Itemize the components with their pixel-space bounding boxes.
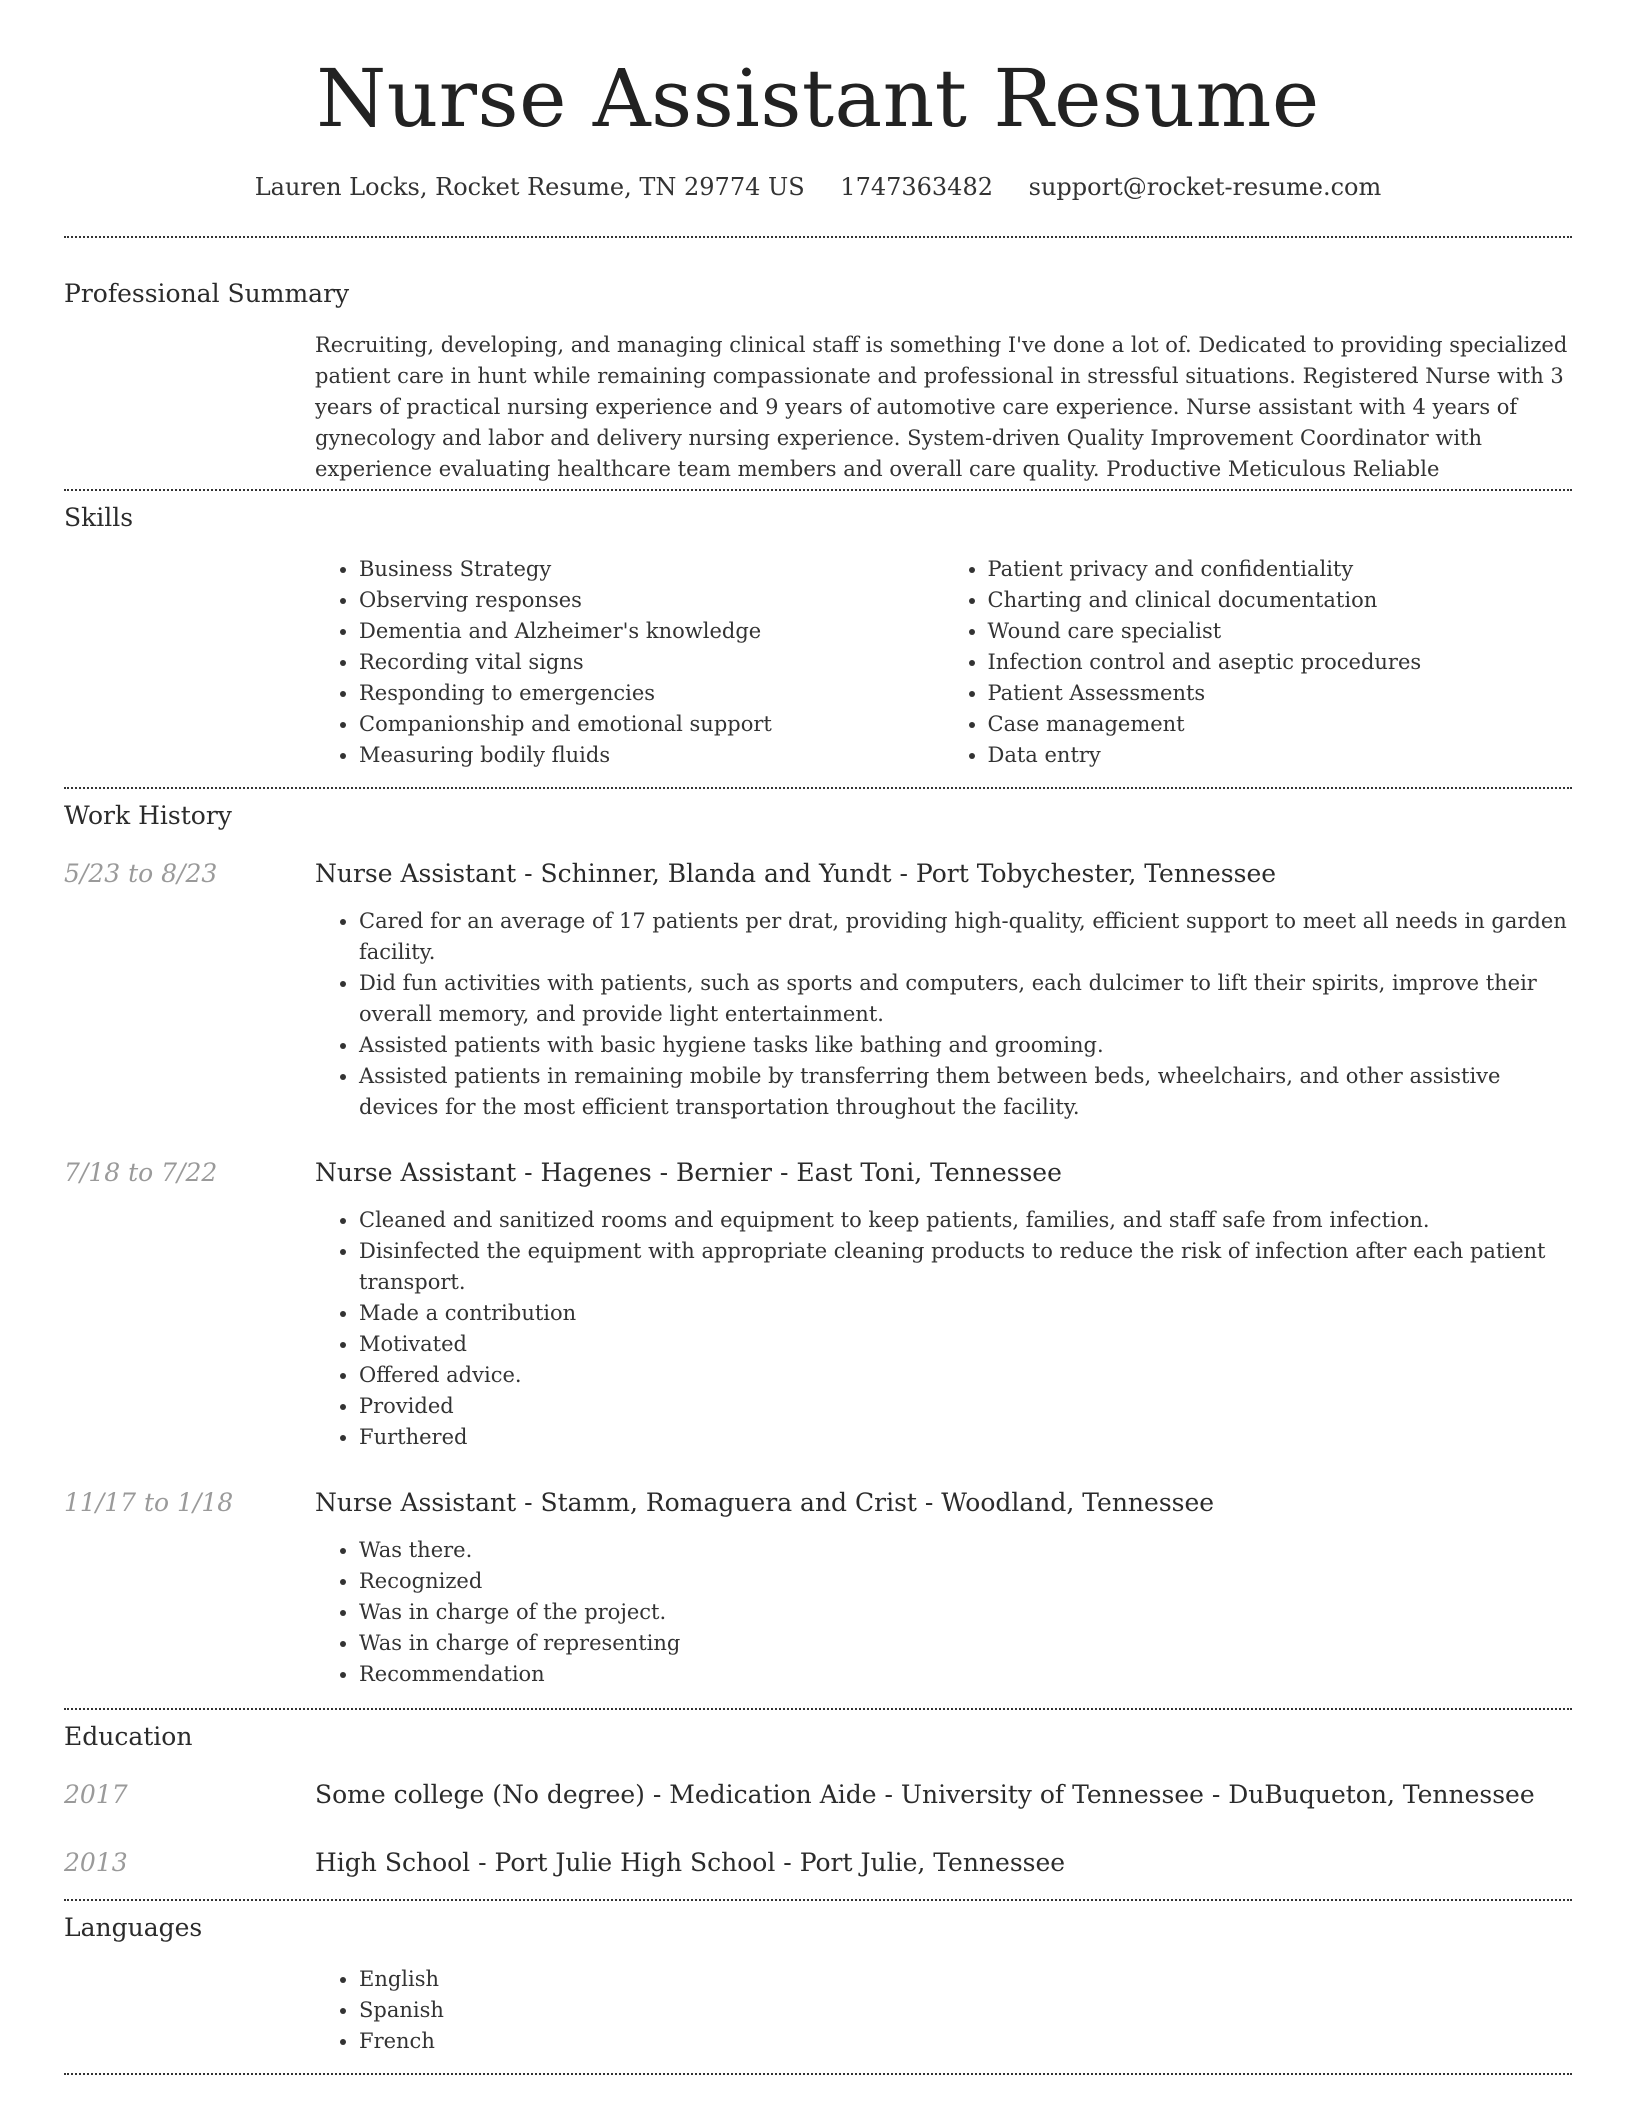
summary-section <box>64 278 1572 485</box>
job-bullet: • Made a contribution <box>359 1298 1572 1329</box>
job-bullet: • Disinfected the equipment with appropriate cleaning products to reduce the risk of infection after each patient transport. <box>359 1236 1572 1298</box>
section-title-languages: Languages <box>64 1913 203 1942</box>
summary-text: Recruiting, developing, and managing clinical staff is something I've done a lot of. Dedicated to providing specialized patient care in hunt while remaining compassionate and professional in stressful situations. Registered Nurse with 3 years of practical nursing experience and 9 years of automotive care experience. Nurse assistant with 4 years of gynecology and labor and delivery nursing experience. System-driven Quality Improvement Coordinator with experience evaluating healthcare team members and overall care quality. Productive Meticulous Reliable <box>315 333 1568 481</box>
skill-item: • Observing responses <box>359 585 944 616</box>
skill-item: • Charting and clinical documentation <box>988 585 1573 616</box>
job-bullet: • Cared for an average of 17 patients per drat, providing high-quality, efficient support to meet all needs in garden facility. <box>359 906 1572 968</box>
job-header <box>64 1487 1572 1519</box>
section-title-skills: Skills <box>64 503 134 532</box>
contact-email[interactable]: support@rocket-resume.com <box>1028 173 1382 201</box>
job-bullet: • Provided <box>359 1391 1572 1422</box>
job-bullet: • Assisted patients with basic hygiene tasks like bathing and grooming. <box>359 1030 1572 1061</box>
job-bullets <box>315 1535 1572 1690</box>
language-item: • French <box>359 2026 1572 2057</box>
section-divider <box>64 2073 1572 2075</box>
skill-item: • Patient Assessments <box>988 678 1573 709</box>
section-title-summary: Professional Summary <box>64 279 350 308</box>
section-divider <box>64 1708 1572 1710</box>
job-header <box>64 858 1572 890</box>
education-year: 2013 <box>64 1848 128 1877</box>
job-bullets <box>315 1205 1572 1453</box>
skills-list <box>315 554 1572 771</box>
job-heading: Nurse Assistant - Stamm, Romaguera and Crist - Woodland, Tennessee <box>315 1488 1215 1517</box>
job-entry <box>64 1157 1572 1453</box>
section-divider <box>64 489 1572 491</box>
work-history-section <box>64 800 1572 1690</box>
skill-item: • Case management <box>988 709 1573 740</box>
skill-item: • Data entry <box>988 740 1573 771</box>
job-bullet: • Was in charge of representing <box>359 1628 1572 1659</box>
resume-page <box>64 0 1572 2075</box>
section-title-work-history: Work History <box>64 801 232 830</box>
section-divider <box>64 1899 1572 1901</box>
skill-item: • Dementia and Alzheimer's knowledge <box>359 616 944 647</box>
job-bullets <box>315 906 1572 1123</box>
education-year: 2017 <box>64 1780 128 1809</box>
skill-item: • Infection control and aseptic procedures <box>988 647 1573 678</box>
skill-item: • Wound care specialist <box>988 616 1573 647</box>
language-item: • English <box>359 1964 1572 1995</box>
job-header <box>64 1157 1572 1189</box>
job-bullet: • Furthered <box>359 1422 1572 1453</box>
job-bullet: • Recommendation <box>359 1659 1572 1690</box>
contact-phone: 1747363482 <box>840 173 993 201</box>
job-dates: 5/23 to 8/23 <box>64 859 218 888</box>
job-bullet: • Cleaned and sanitized rooms and equipment to keep patients, families, and staff safe from infection. <box>359 1205 1572 1236</box>
resume-title: Nurse Assistant Resume <box>316 52 1320 145</box>
languages-list <box>315 1964 1572 2057</box>
job-bullet: • Was there. <box>359 1535 1572 1566</box>
section-title-education: Education <box>64 1722 193 1751</box>
section-divider <box>64 236 1572 238</box>
skill-item: • Responding to emergencies <box>359 678 944 709</box>
skills-section <box>64 502 1572 771</box>
job-heading: Nurse Assistant - Hagenes - Bernier - East Toni, Tennessee <box>315 1158 1062 1187</box>
education-entry <box>64 1779 1572 1811</box>
section-divider <box>64 787 1572 789</box>
skill-item: • Companionship and emotional support <box>359 709 944 740</box>
language-item: • Spanish <box>359 1995 1572 2026</box>
job-bullet: • Assisted patients in remaining mobile by transferring them between beds, wheelchairs, and other assistive devices for the most efficient transportation throughout the facility. <box>359 1061 1572 1123</box>
job-entry <box>64 1487 1572 1690</box>
skill-item: • Recording vital signs <box>359 647 944 678</box>
job-bullet: • Was in charge of the project. <box>359 1597 1572 1628</box>
skill-item: • Business Strategy <box>359 554 944 585</box>
job-heading: Nurse Assistant - Schinner, Blanda and Yundt - Port Tobychester, Tennessee <box>315 859 1277 888</box>
job-dates: 11/17 to 1/18 <box>64 1488 234 1517</box>
job-dates: 7/18 to 7/22 <box>64 1158 218 1187</box>
job-bullet: • Offered advice. <box>359 1360 1572 1391</box>
skills-column-left <box>315 554 944 771</box>
skills-column-right <box>944 554 1573 771</box>
education-entry <box>64 1847 1572 1879</box>
skill-item: • Measuring bodily fluids <box>359 740 944 771</box>
education-detail: High School - Port Julie High School - Port Julie, Tennessee <box>315 1848 1066 1877</box>
languages-section <box>64 1912 1572 2057</box>
education-section <box>64 1721 1572 1879</box>
contact-address: Lauren Locks, Rocket Resume, TN 29774 US <box>254 173 805 201</box>
job-bullet: • Did fun activities with patients, such as sports and computers, each dulcimer to lift their spirits, improve their overall memory, and provide light entertainment. <box>359 968 1572 1030</box>
contact-line <box>64 172 1572 202</box>
job-bullet: • Recognized <box>359 1566 1572 1597</box>
job-entry <box>64 858 1572 1123</box>
skill-item: • Patient privacy and confidentiality <box>988 554 1573 585</box>
education-detail: Some college (No degree) - Medication Aide - University of Tennessee - DuBuqueton, Tennessee <box>315 1780 1535 1809</box>
job-bullet: • Motivated <box>359 1329 1572 1360</box>
